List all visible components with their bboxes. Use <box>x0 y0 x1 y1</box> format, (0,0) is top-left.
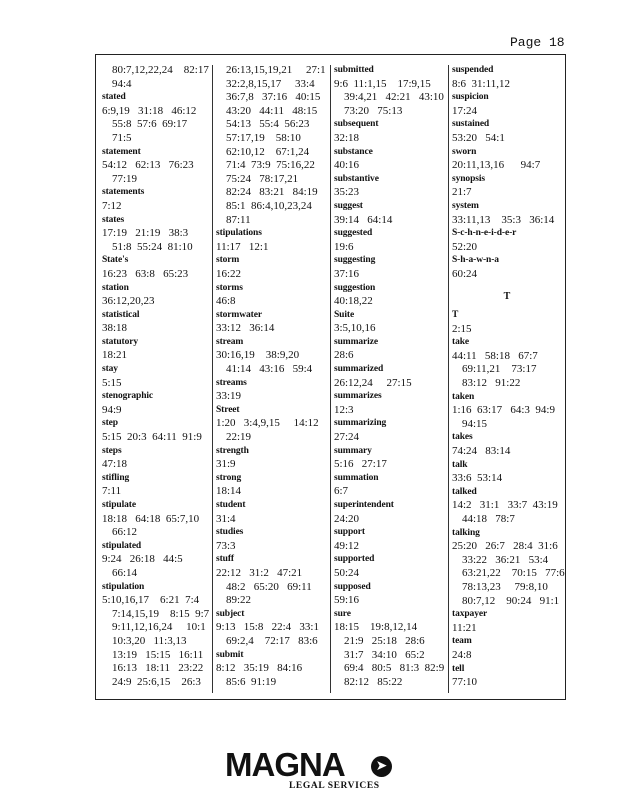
page-line-refs: 8:12 35:19 84:16 <box>216 662 303 675</box>
page-line-refs: 33:22 36:21 53:4 <box>462 553 549 566</box>
page-line-refs: 24:9 25:6,15 26:3 <box>112 675 201 688</box>
page-line-refs: 3:5,10,16 <box>334 322 376 335</box>
index-term: step <box>102 418 118 429</box>
page-line-refs: 10:3,20 11:3,13 <box>112 634 187 647</box>
page-line-refs: 54:13 55:4 56:23 <box>226 118 310 131</box>
index-term: system <box>452 200 479 211</box>
index-term: talking <box>452 527 480 538</box>
index-entry <box>216 254 324 281</box>
page-line-refs: 28:6 <box>334 349 354 362</box>
index-term: suggested <box>334 228 373 239</box>
page-line-refs: 59:16 <box>334 594 360 607</box>
page-line-refs: 9:11,12,16,24 10:1 <box>112 621 206 634</box>
page-line-refs: 1:16 63:17 64:3 94:9 <box>452 404 555 417</box>
page-line-refs: 43:20 44:11 48:15 <box>226 104 318 117</box>
page-line-refs: 5:15 20:3 64:11 91:9 <box>102 431 202 444</box>
page-line-refs: 71:4 73:9 75:16,22 <box>226 159 315 172</box>
index-entry <box>216 377 324 404</box>
index-entry <box>216 526 324 553</box>
index-term: statements <box>102 187 145 198</box>
index-term: summary <box>334 445 372 456</box>
page-line-refs: 8:6 31:11,12 <box>452 77 510 90</box>
index-term: sworn <box>452 146 477 157</box>
index-entry <box>452 200 562 227</box>
index-term: stated <box>102 92 126 103</box>
page-line-refs: 5:10,16,17 6:21 7:4 <box>102 594 200 607</box>
column-divider <box>448 65 449 693</box>
index-column-3 <box>334 64 445 689</box>
page-line-refs: 31:9 <box>216 458 236 471</box>
index-entry <box>334 390 442 417</box>
page-line-refs: 75:24 78:17,21 <box>226 172 299 185</box>
index-term: Suite <box>334 309 355 320</box>
page-line-refs: 27:24 <box>334 431 360 444</box>
page-line-refs: 14:2 31:1 33:7 43:19 <box>452 499 558 512</box>
index-entry <box>102 214 210 255</box>
page-line-refs: 13:19 15:15 16:11 <box>112 648 204 661</box>
page-line-refs: 63:21,22 70:15 77:6 <box>462 567 565 580</box>
index-term: statement <box>102 146 141 157</box>
page-line-refs: 82:24 83:21 84:19 <box>226 186 318 199</box>
index-entry <box>452 64 562 91</box>
index-term: submitted <box>334 65 374 75</box>
page-line-refs: 44:11 58:18 67:7 <box>452 349 538 362</box>
page-line-refs: 26:13,15,19,21 27:1 <box>226 64 326 76</box>
index-entry <box>334 118 442 145</box>
page-line-refs: 18:15 19:8,12,14 <box>334 621 418 634</box>
page-line-refs: 87:11 <box>226 213 251 226</box>
page-line-refs: 39:4,21 42:21 43:10 <box>344 91 444 104</box>
page-line-refs: 9:6 11:1,15 17:9,15 <box>334 77 431 90</box>
page-line-refs: 21:9 25:18 28:6 <box>344 634 425 647</box>
page-line-refs: 1:20 3:4,9,15 14:12 <box>216 417 319 430</box>
index-entry <box>102 581 210 690</box>
page-number: Page 18 <box>510 35 565 50</box>
index-entry <box>334 472 442 499</box>
index-entry <box>452 336 562 390</box>
page-line-refs: 25:20 26:7 28:4 31:6 <box>452 540 558 553</box>
column-divider <box>330 65 331 693</box>
index-entry <box>334 64 442 118</box>
page-line-refs: 69:4 80:5 81:3 82:9 <box>344 662 445 675</box>
page-line-refs: 16:13 18:11 23:22 <box>112 662 204 675</box>
page-line-refs: 33:11,13 35:3 36:14 <box>452 213 555 226</box>
page-line-refs: 77:19 <box>112 172 138 185</box>
page-line-refs: 51:8 55:24 81:10 <box>112 240 193 253</box>
index-entry <box>216 404 324 445</box>
index-term: S-h-a-w-n-a <box>452 255 499 266</box>
index-term: tell <box>452 663 465 674</box>
index-entry <box>334 581 442 608</box>
index-entry <box>452 431 562 458</box>
index-entry <box>102 64 210 91</box>
page-line-refs: 55:8 57:6 69:17 <box>112 118 188 131</box>
index-entry <box>452 118 562 145</box>
page-line-refs: 77:10 <box>452 676 478 689</box>
index-term: subject <box>216 608 245 619</box>
index-entry <box>334 227 442 254</box>
index-term: taxpayer <box>452 609 488 620</box>
index-entry <box>102 363 210 390</box>
index-entry <box>102 254 210 281</box>
page-line-refs: 80:7,12,22,24 82:17 <box>112 64 209 76</box>
page-line-refs: 66:14 <box>112 566 138 579</box>
page-line-refs: 18:18 64:18 65:7,10 <box>102 512 200 525</box>
index-entry <box>216 282 324 309</box>
index-term: suspicion <box>452 92 489 103</box>
page-line-refs: 7:11 <box>102 485 122 498</box>
index-entry <box>452 227 562 254</box>
magna-logo <box>225 748 400 794</box>
index-entry <box>334 445 442 472</box>
page-line-refs: 69:11,21 73:17 <box>462 363 537 376</box>
index-entry <box>334 608 445 690</box>
page-line-refs: 38:18 <box>102 322 128 335</box>
index-term: stuff <box>216 554 234 565</box>
index-entry <box>102 309 210 336</box>
index-term: stifling <box>102 472 130 483</box>
index-entry <box>334 363 442 390</box>
index-term: Street <box>216 404 240 415</box>
page-line-refs: 32:18 <box>334 131 360 144</box>
index-term: strong <box>216 472 242 483</box>
index-entry <box>216 64 324 227</box>
page-line-refs: 66:12 <box>112 526 138 539</box>
index-term: statutory <box>102 336 139 347</box>
page-line-refs: 44:18 78:7 <box>462 513 515 525</box>
index-term: suspended <box>452 65 494 75</box>
index-term: stipulate <box>102 500 136 510</box>
index-term: stipulated <box>102 540 142 551</box>
page-line-refs: 80:7,12 90:24 91:1 <box>462 594 560 607</box>
index-term: team <box>452 636 472 647</box>
page-line-refs: 73:3 <box>216 539 236 552</box>
page-line-refs: 9:13 15:8 22:4 33:1 <box>216 621 319 634</box>
index-entry <box>102 336 210 363</box>
page-line-refs: 5:16 27:17 <box>334 458 387 471</box>
page-line-refs: 47:18 <box>102 458 128 471</box>
page-line-refs: 73:20 75:13 <box>344 104 403 117</box>
index-term: supposed <box>334 581 371 592</box>
index-entry <box>452 173 562 200</box>
page-line-refs: 94:9 <box>102 403 122 416</box>
index-term: strength <box>216 445 249 456</box>
page-line-refs: 17:24 <box>452 104 478 117</box>
page-line-refs: 36:7,8 37:16 40:15 <box>226 91 321 104</box>
page-line-refs: 49:12 <box>334 539 360 552</box>
index-entry <box>452 486 562 527</box>
index-term: talk <box>452 459 468 470</box>
page-line-refs: 33:6 53:14 <box>452 472 503 485</box>
page-line-refs: 19:6 <box>334 240 354 253</box>
index-entry <box>216 472 324 499</box>
page-line-refs: 22:19 <box>226 431 252 444</box>
index-term: submit <box>216 649 244 660</box>
page-line-refs: 83:12 91:22 <box>462 377 521 390</box>
index-term: State's <box>102 255 129 266</box>
page-line-refs: 11:21 <box>452 621 477 634</box>
index-term: subsequent <box>334 119 379 130</box>
page-line-refs: 62:10,12 67:1,24 <box>226 145 310 158</box>
page-line-refs: 69:2,4 72:17 83:6 <box>226 634 318 647</box>
page-line-refs: 78:13,23 79:8,10 <box>462 580 548 593</box>
index-entry <box>102 417 210 444</box>
index-entry <box>334 173 442 200</box>
page-line-refs: 33:19 <box>216 390 242 403</box>
page-line-refs: 18:14 <box>216 485 242 498</box>
page-line-refs: 74:24 83:14 <box>452 445 511 458</box>
page-line-refs: 6:9,19 31:18 46:12 <box>102 104 197 117</box>
index-entry <box>452 635 562 662</box>
page-line-refs: 94:4 <box>112 77 132 90</box>
page-line-refs: 30:16,19 38:9,20 <box>216 349 300 362</box>
page-line-refs: 94:15 <box>462 417 488 430</box>
page-line-refs: 50:24 <box>334 566 360 579</box>
column-divider <box>212 65 213 693</box>
index-term: takes <box>452 432 473 443</box>
index-term: taken <box>452 391 475 402</box>
index-term: streams <box>216 377 247 388</box>
index-entry <box>334 254 442 281</box>
page-line-refs: 41:14 43:16 59:4 <box>226 363 313 376</box>
page-line-refs: 46:8 <box>216 295 236 308</box>
index-entry <box>216 499 324 526</box>
index-term: station <box>102 282 129 293</box>
page-line-refs: 31:7 34:10 65:2 <box>344 648 425 661</box>
page-line-refs: 6:7 <box>334 485 349 498</box>
index-entry <box>102 540 210 581</box>
section-letter: T <box>503 290 511 302</box>
page-line-refs: 21:7 <box>452 186 472 199</box>
index-term: summarizing <box>334 418 387 429</box>
index-entry <box>334 336 442 363</box>
index-term: suggesting <box>334 255 376 266</box>
page-line-refs: 16:22 <box>216 267 242 280</box>
index-term: summarized <box>334 364 384 375</box>
index-entry <box>452 459 562 486</box>
index-entry <box>216 309 324 336</box>
index-entry <box>452 309 562 336</box>
index-term: synopsis <box>452 173 485 184</box>
index-term: steps <box>102 445 122 456</box>
index-term: summarize <box>334 336 378 347</box>
page-line-refs: 20:11,13,16 94:7 <box>452 159 541 172</box>
page-line-refs: 89:22 <box>226 594 252 607</box>
index-entry <box>334 499 442 526</box>
index-term: talked <box>452 486 477 497</box>
index-term: storm <box>216 255 240 266</box>
page-line-refs: 9:24 26:18 44:5 <box>102 553 183 566</box>
page-line-refs: 7:12 <box>102 199 122 212</box>
index-term: stay <box>102 364 118 375</box>
page-line-refs: 16:23 63:8 65:23 <box>102 267 189 280</box>
index-entry <box>452 91 562 118</box>
page-line-refs: 60:24 <box>452 267 478 280</box>
index-term: sustained <box>452 119 490 130</box>
page-line-refs: 11:17 12:1 <box>216 240 269 253</box>
page-line-refs: 53:20 54:1 <box>452 131 505 144</box>
page-line-refs: 32:2,8,15,17 33:4 <box>226 77 315 90</box>
index-term: sure <box>334 608 351 619</box>
index-term: summation <box>334 472 379 483</box>
index-term: substantive <box>334 173 379 184</box>
page-line-refs: 31:4 <box>216 512 236 525</box>
index-term: student <box>216 500 246 510</box>
index-term: states <box>102 214 125 225</box>
index-entry <box>102 472 210 499</box>
page-line-refs: 33:12 36:14 <box>216 322 275 335</box>
index-column-1 <box>102 64 210 689</box>
arrow-circle-icon: ➤ <box>371 756 392 777</box>
page-line-refs: 17:19 21:19 38:3 <box>102 227 189 240</box>
index-term: statistical <box>102 309 140 320</box>
page-line-refs: 26:12,24 27:15 <box>334 376 412 389</box>
page-line-refs: 57:17,19 58:10 <box>226 131 301 144</box>
index-term: suggestion <box>334 282 376 293</box>
page-line-refs: 85:1 86:4,10,23,24 <box>226 199 312 212</box>
index-term: supported <box>334 554 375 565</box>
index-entry <box>334 526 442 553</box>
index-term: superintendent <box>334 500 394 510</box>
index-term: storms <box>216 282 243 293</box>
index-entry <box>452 254 562 281</box>
page-line-refs: 24:20 <box>334 512 360 525</box>
index-entry <box>334 200 442 227</box>
index-term: support <box>334 527 365 538</box>
index-entry <box>452 608 562 635</box>
index-entry <box>102 445 210 472</box>
page-line-refs: 48:2 65:20 69:11 <box>226 580 312 593</box>
index-term: suggest <box>334 200 363 211</box>
page-line-refs: 22:12 31:2 47:21 <box>216 566 303 579</box>
index-term: studies <box>216 527 244 538</box>
index-entry <box>452 663 562 690</box>
index-term: T <box>452 310 459 321</box>
index-entry <box>452 391 562 432</box>
index-term: take <box>452 337 470 348</box>
index-entry <box>334 282 442 309</box>
index-term: stipulations <box>216 228 262 239</box>
index-entry <box>334 146 442 173</box>
page-line-refs: 85:6 91:19 <box>226 675 277 688</box>
index-entry <box>102 499 210 540</box>
page-line-refs: 37:16 <box>334 267 360 280</box>
index-entry <box>334 417 442 444</box>
index-column-2 <box>216 64 324 689</box>
index-entry <box>102 186 210 213</box>
page-line-refs: 71:5 <box>112 131 132 144</box>
page-line-refs: 52:20 <box>452 240 478 253</box>
page-line-refs: 18:21 <box>102 349 128 362</box>
page-line-refs: 7:14,15,19 8:15 9:7 <box>112 607 210 620</box>
page-line-refs: 39:14 64:14 <box>334 213 393 226</box>
index-entry <box>216 227 324 254</box>
page-line-refs: 40:18,22 <box>334 295 373 308</box>
index-entry <box>334 553 442 580</box>
page-line-refs: 36:12,20,23 <box>102 295 155 308</box>
index-column-4 <box>452 64 565 690</box>
index-entry <box>452 527 565 609</box>
index-term: stenographic <box>102 391 154 402</box>
index-entry <box>216 336 324 377</box>
index-frame <box>95 54 566 700</box>
index-term: summarizes <box>334 391 382 402</box>
index-entry <box>102 390 210 417</box>
page-line-refs: 2:15 <box>452 322 472 335</box>
index-term: stormwater <box>216 309 262 320</box>
logo-tagline: LEGAL SERVICES <box>289 781 380 791</box>
page-line-refs: 54:12 62:13 76:23 <box>102 159 194 172</box>
index-entry <box>216 649 324 690</box>
page-line-refs: 40:16 <box>334 159 360 172</box>
page-line-refs: 24:8 <box>452 648 472 661</box>
index-entry <box>102 91 210 145</box>
logo-wordmark: MAGNA <box>225 746 345 783</box>
index-entry <box>452 146 562 173</box>
index-term: S-c-h-n-e-i-d-e-r <box>452 228 517 239</box>
page-line-refs: 35:23 <box>334 186 360 199</box>
index-entry <box>216 608 324 649</box>
index-entry <box>334 309 442 336</box>
index-entry <box>102 146 210 187</box>
index-entry <box>102 282 210 309</box>
page-line-refs: 12:3 <box>334 403 354 416</box>
index-term: stipulation <box>102 581 145 592</box>
index-term: substance <box>334 146 373 157</box>
page-line-refs: 82:12 85:22 <box>344 675 403 688</box>
index-term: stream <box>216 336 244 347</box>
index-entry <box>216 553 324 607</box>
page-line-refs: 5:15 <box>102 376 122 389</box>
index-entry <box>216 445 324 472</box>
